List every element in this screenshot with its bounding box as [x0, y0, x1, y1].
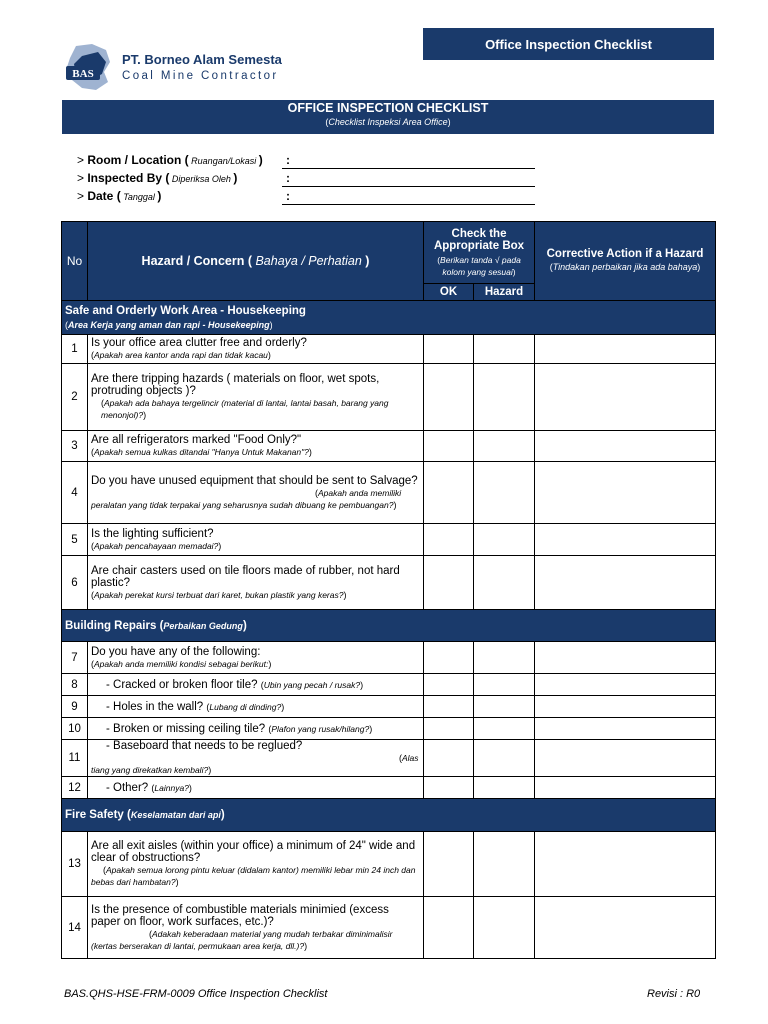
col-header-hazard: Hazard: [474, 284, 535, 301]
corrective-action-cell[interactable]: [535, 777, 716, 799]
question-cell: Are chair casters used on tile floors made of rubber, not hard plastic? (Apakah perekat kursi terbuat dari karet, bukan plastik yang keras?): [88, 556, 424, 610]
question-cell: - Holes in the wall? (Lubang di dinding?): [88, 696, 424, 718]
table-row: 13 Are all exit aisles (within your office) a minimum of 24" wide and clear of obstructions? (Apakah semua lorong pintu keluar (didalam kantor) memiliki lebar min 24 inch dan bebas dari hambatan?): [62, 832, 716, 897]
table-row: 14 Is the presence of combustible materials minimied (excess paper on floor, work surfaces, etc.)? (Adakah keberadaan material yang mudah terbakar diminimalisir (kertas berserakan di lantai, permukaan area kerja, dll.)?): [62, 897, 716, 959]
corrective-action-cell[interactable]: [535, 897, 716, 959]
ok-checkbox[interactable]: [424, 642, 474, 674]
ok-checkbox[interactable]: [424, 364, 474, 431]
col-header-check-box: Check the Appropriate Box (Berikan tanda √ pada kolom yang sesuai): [424, 222, 535, 284]
question-cell: Is the lighting sufficient? (Apakah pencahayaan memadai?): [88, 524, 424, 556]
table-row: 10 - Broken or missing ceiling tile? (Plafon yang rusak/hilang?): [62, 718, 716, 740]
ok-checkbox[interactable]: [424, 696, 474, 718]
inspected-by-label: > Inspected By ( Diperiksa Oleh ): [77, 171, 238, 185]
question-cell: - Other? (Lainnya?): [88, 777, 424, 799]
room-location-colon: :: [286, 153, 290, 167]
table-row: 2 Are there tripping hazards ( materials on floor, wet spots, protruding objects )? (Apakah ada bahaya tergelincir (material di lantai, lantai basah, barang yang menonjol)?): [62, 364, 716, 431]
ok-checkbox[interactable]: [424, 462, 474, 524]
hazard-checkbox[interactable]: [474, 674, 535, 696]
ok-checkbox[interactable]: [424, 524, 474, 556]
section-fire-safety: Fire Safety (Keselamatan dari api): [62, 799, 716, 832]
table-row: 1 Is your office area clutter free and orderly? (Apakah area kantor anda rapi dan tidak kacau): [62, 335, 716, 364]
question-cell: Are all refrigerators marked "Food Only?" (Apakah semua kulkas ditandai "Hanya Untuk Makanan"?): [88, 431, 424, 462]
ok-checkbox[interactable]: [424, 335, 474, 364]
corrective-action-cell[interactable]: [535, 431, 716, 462]
corrective-action-cell[interactable]: [535, 696, 716, 718]
inspected-by-colon: :: [286, 171, 290, 185]
corrective-action-cell[interactable]: [535, 718, 716, 740]
table-row: 11 - Baseboard that needs to be reglued? (Alas tiang yang direkatkan kembali?): [62, 740, 716, 777]
table-row: 6 Are chair casters used on tile floors made of rubber, not hard plastic? (Apakah perekat kursi terbuat dari karet, bukan plastik yang keras?): [62, 556, 716, 610]
inspection-table: [61, 221, 716, 959]
hazard-checkbox[interactable]: [474, 897, 535, 959]
table-row: 12 - Other? (Lainnya?): [62, 777, 716, 799]
section-building-repairs: Building Repairs (Perbaikan Gedung): [62, 610, 716, 642]
form-title-box: Office Inspection Checklist: [423, 28, 714, 60]
col-header-ok: OK: [424, 284, 474, 301]
company-subtitle: Coal Mine Contractor: [122, 70, 279, 82]
table-row: 7 Do you have any of the following: (Apakah anda memiliki kondisi sebagai berikut:): [62, 642, 716, 674]
table-row: 9 - Holes in the wall? (Lubang di dinding?): [62, 696, 716, 718]
corrective-action-cell[interactable]: [535, 642, 716, 674]
col-header-corrective-action: Corrective Action if a Hazard (Tindakan perbaikan jika ada bahaya): [535, 222, 716, 301]
corrective-action-cell[interactable]: [535, 674, 716, 696]
ok-checkbox[interactable]: [424, 674, 474, 696]
corrective-action-cell[interactable]: [535, 462, 716, 524]
form-number: BAS.QHS-HSE-FRM-0009 Office Inspection Checklist: [64, 988, 328, 1000]
question-cell: - Broken or missing ceiling tile? (Plafon yang rusak/hilang?): [88, 718, 424, 740]
hazard-checkbox[interactable]: [474, 431, 535, 462]
table-row: 8 - Cracked or broken floor tile? (Ubin yang pecah / rusak?): [62, 674, 716, 696]
ok-checkbox[interactable]: [424, 740, 474, 777]
date-label: > Date ( Tanggal ): [77, 189, 162, 203]
hazard-checkbox[interactable]: [474, 832, 535, 897]
ok-checkbox[interactable]: [424, 431, 474, 462]
corrective-action-cell[interactable]: [535, 335, 716, 364]
company-block: [122, 52, 282, 82]
question-cell: Are all exit aisles (within your office) a minimum of 24" wide and clear of obstructions? (Apakah semua lorong pintu keluar (didalam kantor) memiliki lebar min 24 inch dan bebas dari hambatan?): [88, 832, 424, 897]
hazard-checkbox[interactable]: [474, 335, 535, 364]
ok-checkbox[interactable]: [424, 777, 474, 799]
hazard-checkbox[interactable]: [474, 642, 535, 674]
logo-text: BAS: [72, 68, 94, 80]
section-title: Safe and Orderly Work Area - Housekeeping: [65, 304, 306, 317]
inspected-by-field[interactable]: [282, 186, 535, 187]
hazard-checkbox[interactable]: [474, 696, 535, 718]
hazard-checkbox[interactable]: [474, 718, 535, 740]
checklist-title-band: [62, 100, 714, 134]
question-cell: Do you have unused equipment that should be sent to Salvage? (Apakah anda memiliki peralatan yang tidak terpakai yang seharusnya sudah dibuang ke pembuangan?): [88, 462, 424, 524]
date-field[interactable]: [282, 204, 535, 205]
hazard-checkbox[interactable]: [474, 462, 535, 524]
checklist-subtitle: (Checklist Inspeksi Area Office): [325, 117, 451, 127]
ok-checkbox[interactable]: [424, 897, 474, 959]
section-housekeeping: Safe and Orderly Work Area - Housekeeping (Area Kerja yang aman dan rapi - Housekeeping): [62, 301, 716, 335]
date-colon: :: [286, 189, 290, 203]
question-cell: - Baseboard that needs to be reglued? (Alas tiang yang direkatkan kembali?): [88, 740, 424, 777]
hazard-checkbox[interactable]: [474, 740, 535, 777]
question-cell: Are there tripping hazards ( materials on floor, wet spots, protruding objects )? (Apakah ada bahaya tergelincir (material di lantai, lantai basah, barang yang menonjol)?): [88, 364, 424, 431]
col-header-no: No: [62, 222, 88, 301]
revision-label: Revisi : R0: [647, 988, 701, 1000]
question-cell: Is your office area clutter free and orderly? (Apakah area kantor anda rapi dan tidak kacau): [88, 335, 424, 364]
hazard-checkbox[interactable]: [474, 524, 535, 556]
corrective-action-cell[interactable]: [535, 524, 716, 556]
room-location-label: > Room / Location ( Ruangan/Lokasi ): [77, 153, 263, 167]
hazard-checkbox[interactable]: [474, 364, 535, 431]
question-cell: Is the presence of combustible materials minimied (excess paper on floor, work surfaces, etc.)? (Adakah keberadaan material yang mudah terbakar diminimalisir (kertas berserakan di lantai, permukaan area kerja, dll.)?): [88, 897, 424, 959]
table-row: 5 Is the lighting sufficient? (Apakah pencahayaan memadai?): [62, 524, 716, 556]
corrective-action-cell[interactable]: [535, 556, 716, 610]
corrective-action-cell[interactable]: [535, 832, 716, 897]
hazard-checkbox[interactable]: [474, 556, 535, 610]
company-logo-icon: [62, 42, 118, 92]
company-name: PT. Borneo Alam Semesta: [122, 52, 282, 67]
table-row: 3 Are all refrigerators marked "Food Only?" (Apakah semua kulkas ditandai "Hanya Untuk Makanan"?): [62, 431, 716, 462]
table-row: 4 Do you have unused equipment that should be sent to Salvage? (Apakah anda memiliki peralatan yang tidak terpakai yang seharusnya sudah dibuang ke pembuangan?): [62, 462, 716, 524]
corrective-action-cell[interactable]: [535, 740, 716, 777]
question-cell: Do you have any of the following: (Apakah anda memiliki kondisi sebagai berikut:): [88, 642, 424, 674]
col-header-hazard-concern: Hazard / Concern ( Bahaya / Perhatian ): [88, 222, 424, 301]
checklist-title: OFFICE INSPECTION CHECKLIST: [287, 101, 489, 115]
ok-checkbox[interactable]: [424, 832, 474, 897]
ok-checkbox[interactable]: [424, 718, 474, 740]
hazard-checkbox[interactable]: [474, 777, 535, 799]
ok-checkbox[interactable]: [424, 556, 474, 610]
room-location-field[interactable]: [282, 168, 535, 169]
question-cell: - Cracked or broken floor tile? (Ubin yang pecah / rusak?): [88, 674, 424, 696]
corrective-action-cell[interactable]: [535, 364, 716, 431]
